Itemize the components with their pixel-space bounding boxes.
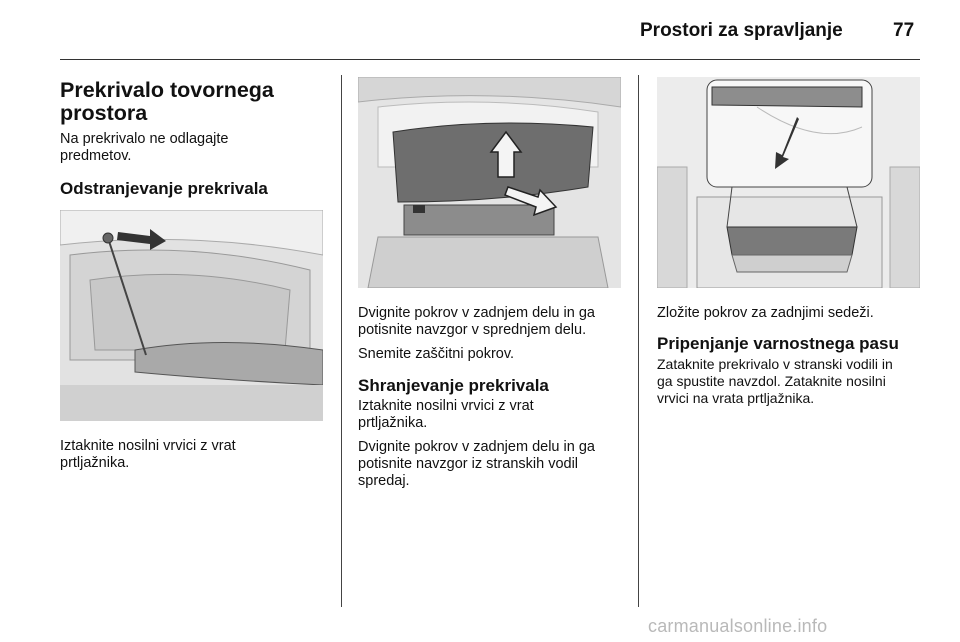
col2-para1-line-2: potisnite navzgor v sprednjem delu.: [358, 322, 587, 338]
running-header-title: Prostori za spravljanje: [640, 20, 843, 41]
col3-para2-line-2: ga spustite navzdol. Zataknite nosilni: [657, 373, 886, 389]
col2-para3-line-2: prtljažnika.: [358, 415, 428, 431]
col2-para4-line-3: spredaj.: [358, 473, 410, 489]
section-heading-line-1: Prekrivalo tovornega: [60, 78, 274, 102]
illustration-tailgate-cord: [60, 210, 323, 421]
col2-para2: Snemite zaščitni pokrov.: [358, 346, 515, 362]
col3-para1: Zložite pokrov za zadnjimi sedeži.: [657, 305, 874, 321]
section-heading-line-2: prostora: [60, 101, 148, 125]
intro-text-line-1: Na prekrivalo ne odlagajte: [60, 131, 229, 147]
watermark: carmanualsonline.info: [648, 616, 828, 636]
subheading-storing: Shranjevanje prekrivala: [358, 376, 549, 395]
column-divider-left: [341, 75, 342, 607]
col2-para4-line-2: potisnite navzgor iz stranskih vodil: [358, 456, 579, 472]
column-divider-right: [638, 75, 639, 607]
page-number: 77: [893, 20, 915, 41]
header-divider: [60, 59, 920, 60]
col3-para2-line-3: vrvici na vrata prtljažnika.: [657, 390, 815, 406]
subheading-removal: Odstranjevanje prekrivala: [60, 179, 268, 198]
caption-line-2: prtljažnika.: [60, 455, 130, 471]
col2-para4-line-1: Dvignite pokrov v zadnjem delu in ga: [358, 439, 595, 455]
illustration-cover-folded: [657, 77, 920, 288]
caption-line-1: Iztaknite nosilni vrvici z vrat: [60, 438, 236, 454]
col2-para1-line-1: Dvignite pokrov v zadnjem delu in ga: [358, 305, 595, 321]
col2-para3-line-1: Iztaknite nosilni vrvici z vrat: [358, 398, 534, 414]
intro-text-line-2: predmetov.: [60, 148, 132, 164]
col3-para2-line-1: Zataknite prekrivalo v stranski vodili in: [657, 356, 893, 372]
subheading-seatbelt: Pripenjanje varnostnega pasu: [657, 334, 899, 353]
illustration-cover-lift: [358, 77, 621, 288]
